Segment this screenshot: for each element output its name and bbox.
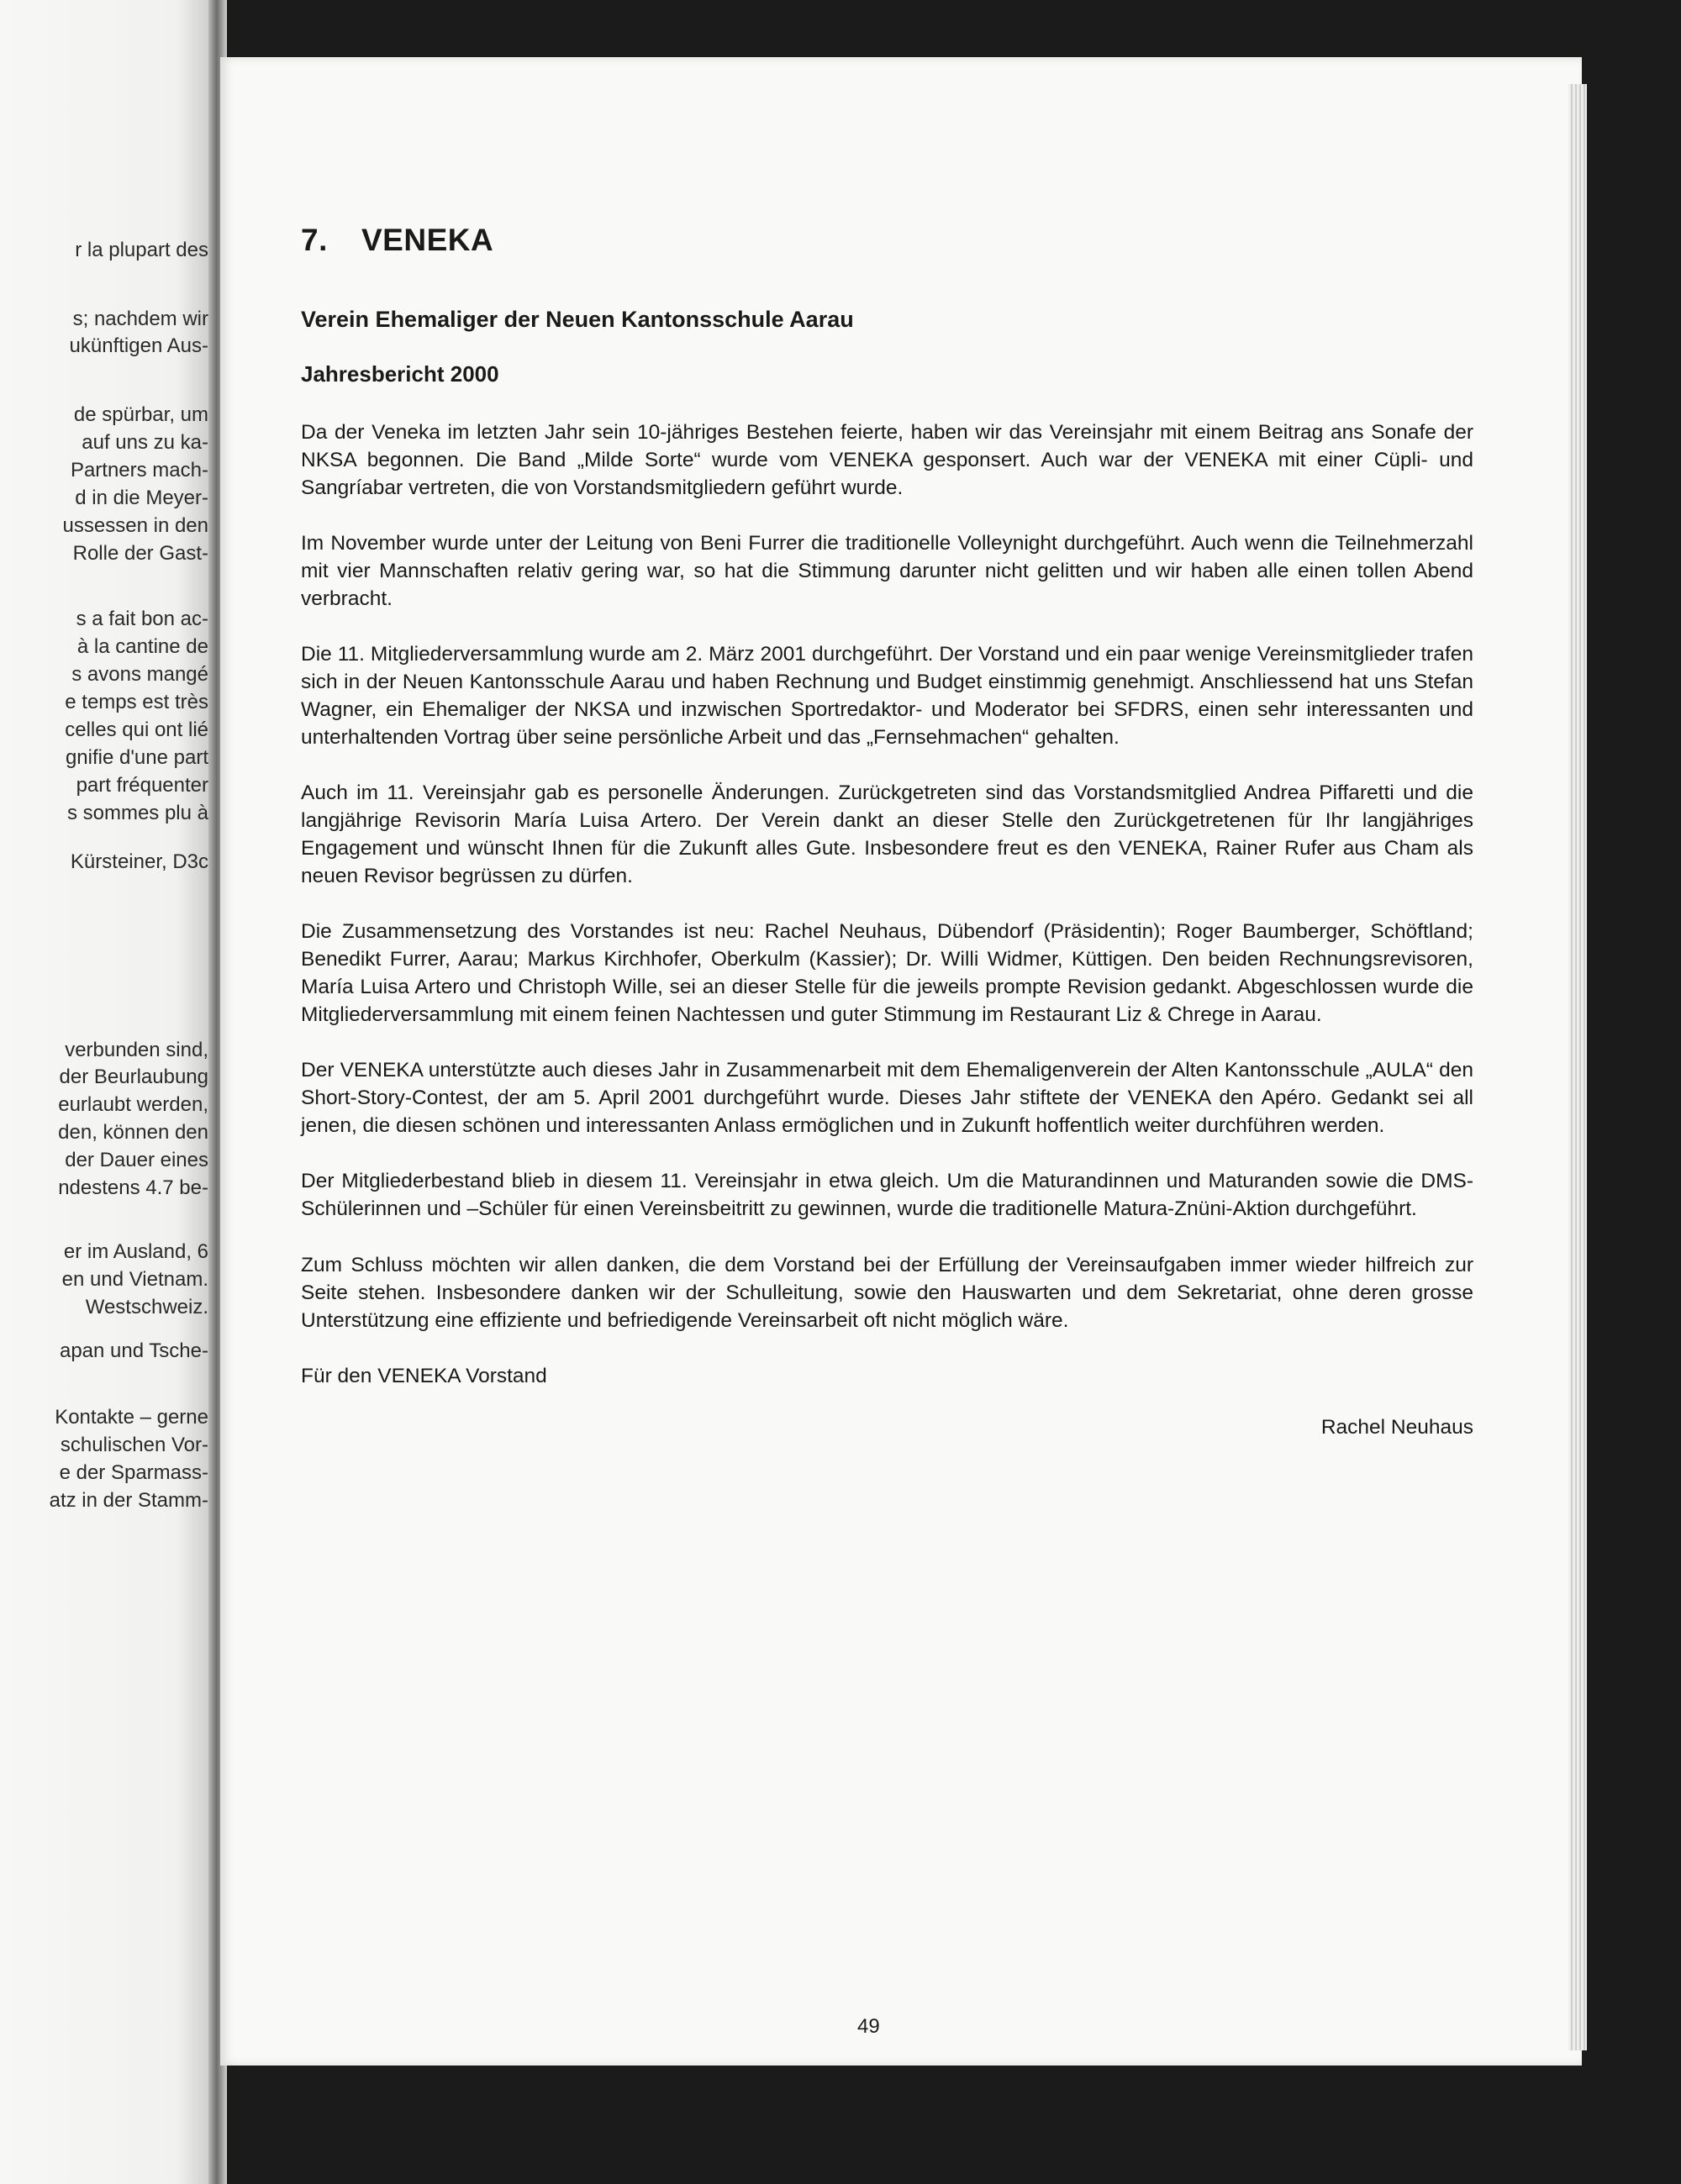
paragraph: Zum Schluss möchten wir allen danken, die dem Vorstand bei der Erfüllung der Vereinsaufgaben immer wieder hilfreich zur Seite stehen. Insbesondere danken wir der Schulleitung, sowie den Hauswarten und dem Sekretariat, ohne deren grosse Unterstützung eine effiziente und befriedigende Vereinsarbeit oft nicht möglich wäre.: [301, 1254, 1473, 1332]
paragraph: Der VENEKA unterstützte auch dieses Jahr in Zusammenarbeit mit dem Ehemaligenverein der Alten Kantonsschule „AULA“ den Short-Story-Contest, der am 5. April 2001 durchgeführt wurde. Dieses Jahr stiftete der VENEKA den Apéro. Gedankt sei all jenen, die diesen schönen und interessanten Anlass ermöglichen und in Zukunft hoffentlich weiter durchführen werden.: [301, 1059, 1473, 1137]
chapter-title: VENEKA: [361, 223, 494, 257]
left-page-line: de spürbar, um: [73, 403, 208, 426]
paragraph: Die Zusammensetzung des Vorstandes ist neu: Rachel Neuhaus, Dübendorf (Präsidentin); Roger Baumberger, Schöftland; Benedikt Furrer, Aarau; Markus Kirchhofer, Oberkulm (Kassier); Dr. Willi Widmer, Küttigen. Den beiden Rechnungsrevisoren, María Luisa Artero und Christoph Wille, sei an dieser Stelle für die jeweils prompte Revision gedankt. Abgeschlossen wurde die Mitgliederversammlung mit einem feinen Nachtessen und guter Stimmung im Restaurant Liz & Chrege in Aarau.: [301, 920, 1473, 1026]
chapter-number: 7.: [301, 223, 328, 257]
left-page-line: Kontakte – gerne: [55, 1406, 208, 1429]
left-page-line: d in die Meyer-: [75, 487, 208, 509]
left-page-line: er im Ausland, 6: [63, 1240, 208, 1263]
left-page-line: celles qui ont lié: [65, 718, 208, 741]
paragraph: Auch im 11. Vereinsjahr gab es personelle Änderungen. Zurückgetreten sind das Vorstandsmitglied Andrea Piffaretti und die langjährige Revisorin María Luisa Artero. Der Verein dankt an dieser Stelle den Zurückgetretenen für Ihr langjähriges Engagement und wünscht Ihnen für die Zukunft alles Gute. Insbesondere freut es den VENEKA, Rainer Rufer aus Cham als neuen Revisor begrüssen zu dürfen.: [301, 782, 1473, 887]
left-page-line: gnifie d'une part: [65, 746, 208, 769]
left-page-line: à la cantine de: [76, 635, 208, 658]
left-page-line: schulischen Vor-: [60, 1434, 208, 1456]
left-page-line: auf uns zu ka-: [82, 431, 208, 454]
left-page-line: ussessen in den: [62, 514, 208, 537]
left-page-line: Westschweiz.: [85, 1296, 208, 1318]
paragraph: Der Mitgliederbestand blieb in diesem 11. Vereinsjahr in etwa gleich. Um die Maturandinnen und Maturanden sowie die DMS-Schülerinnen und –Schüler für einen Vereinsbeitritt zu gewinnen, wurde die traditionelle Matura-Znüni-Aktion durchgeführt.: [301, 1170, 1473, 1220]
closing-line: Für den VENEKA Vorstand: [301, 1365, 547, 1387]
left-page-line: der Dauer eines: [65, 1149, 208, 1171]
left-page-line: s avons mangé: [71, 663, 208, 686]
chapter-heading: [301, 223, 1473, 258]
page-number: 49: [857, 2015, 880, 2038]
left-page-line: s sommes plu à: [66, 802, 208, 824]
left-page: [0, 0, 220, 2184]
left-page-line: s a fait bon ac-: [76, 608, 208, 630]
paragraph: Im November wurde unter der Leitung von Beni Furrer die traditionelle Volleynight durchgeführt. Auch wenn die Teilnehmerzahl mit vier Mannschaften relativ gering war, so hat die Stimmung darunter nicht gelitten und wir haben alle einen tollen Abend verbracht.: [301, 532, 1473, 610]
paragraph: Da der Veneka im letzten Jahr sein 10-jähriges Bestehen feierte, haben wir das Vereinsjahr mit einem Beitrag ans Sonafe der NKSA begonnen. Die Band „Milde Sorte“ wurde vom VENEKA gesponsert. Auch war der VENEKA mit einer Cüpli- und Sangríabar vertreten, die von Vorstandsmitgliedern geführt wurde.: [301, 421, 1473, 499]
left-page-line: e der Sparmass-: [59, 1461, 208, 1484]
left-page-line: r la plupart des: [75, 239, 208, 261]
signature: Rachel Neuhaus: [1320, 1416, 1473, 1439]
left-page-line: apan und Tsche-: [59, 1339, 208, 1362]
left-page-line: Kürsteiner, D3c: [70, 850, 208, 873]
left-page-line: atz in der Stamm-: [49, 1489, 208, 1512]
left-page-line: en und Vietnam.: [61, 1268, 208, 1291]
left-page-line: s; nachdem wir: [72, 308, 208, 330]
left-page-line: part fréquenter: [76, 774, 208, 797]
paragraph: Die 11. Mitgliederversammlung wurde am 2. März 2001 durchgeführt. Der Vorstand und ein paar wenige Vereinsmitglieder trafen sich in der Neuen Kantonsschule Aarau und haben Rechnung und Budget einstimmig genehmigt. Anschliessend hat uns Stefan Wagner, ein Ehemaliger der NKSA und inzwischen Sportredaktor- und Moderator bei SFDRS, einen sehr interessanten und unterhaltenden Vortrag über seine persönliche Arbeit und das „Fernsehmachen“ gehalten.: [301, 643, 1473, 749]
left-page-line: ukünftigen Aus-: [69, 334, 208, 357]
report-title: Jahresbericht 2000: [301, 361, 499, 387]
left-page-line: ndestens 4.7 be-: [58, 1176, 208, 1199]
article: [301, 223, 1473, 1441]
left-page-line: eurlaubt werden,: [58, 1093, 208, 1116]
left-page-line: Rolle der Gast-: [72, 542, 208, 565]
left-page-line: verbunden sind,: [65, 1039, 208, 1061]
left-page-line: e temps est très: [65, 691, 208, 713]
association-name: Verein Ehemaliger der Neuen Kantonsschule Aarau: [301, 307, 854, 332]
left-page-line: der Beurlaubung: [59, 1066, 208, 1088]
left-page-line: den, können den: [58, 1121, 208, 1144]
left-page-line: Partners mach-: [70, 459, 208, 482]
page-edges: [1568, 84, 1587, 2050]
